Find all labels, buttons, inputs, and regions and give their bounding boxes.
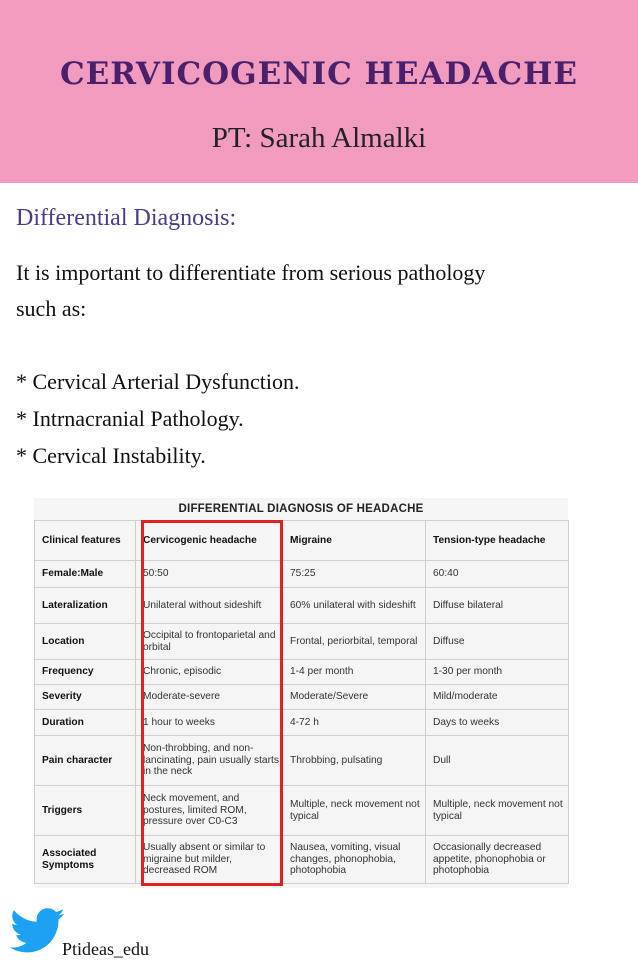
table-cell: Nausea, vomiting, visual changes, phonophobia, photophobia [283, 836, 426, 884]
table-cell: Chronic, episodic [136, 660, 283, 685]
table-cell: 4-72 h [283, 710, 426, 736]
header-cell: Clinical features [35, 521, 136, 561]
table-cell: 1 hour to weeks [136, 710, 283, 736]
table-cell: Lateralization [35, 588, 136, 624]
table-caption: DIFFERENTIAL DIAGNOSIS OF HEADACHE [178, 503, 424, 515]
list-item: * Cervical Arterial Dysfunction. [16, 369, 300, 394]
header-cell: Tension-type headache [426, 521, 569, 561]
table-cell: Moderate-severe [136, 685, 283, 710]
table-cell: Severity [35, 685, 136, 710]
table-cell: Moderate/Severe [283, 685, 426, 710]
table-cell: Days to weeks [426, 710, 569, 736]
table-cell: Occipital to frontoparietal and orbital [136, 624, 283, 660]
table-cell: Multiple, neck movement not typical [283, 786, 426, 836]
table-row [35, 786, 569, 836]
list-item: * Intrnacranial Pathology. [16, 406, 244, 431]
intro-line-1: It is important to differentiate from serious pathology [16, 260, 486, 285]
table-cell: Associated Symptoms [35, 836, 136, 884]
table-row [35, 561, 569, 588]
author-name: PT: Sarah Almalki [211, 122, 427, 154]
table-cell: 60% unilateral with sideshift [283, 588, 426, 624]
table-cell: Frontal, periorbital, temporal [283, 624, 426, 660]
intro-text [16, 255, 616, 327]
table-row [35, 685, 569, 710]
table-cell: Frequency [35, 660, 136, 685]
section-title: Differential Diagnosis: [16, 205, 237, 231]
table-cell: 75:25 [283, 561, 426, 588]
table-row [35, 588, 569, 624]
header-cell: Migraine [283, 521, 426, 561]
diagnosis-table-figure [34, 498, 568, 888]
twitter-bird-icon [10, 908, 66, 954]
table-cell: Diffuse bilateral [426, 588, 569, 624]
table-row [35, 836, 569, 884]
table-cell: 60:40 [426, 561, 569, 588]
table-cell: 1-4 per month [283, 660, 426, 685]
table-cell: Throbbing, pulsating [283, 736, 426, 786]
table-cell: 1-30 per month [426, 660, 569, 685]
table-cell: Female:Male [35, 561, 136, 588]
diagnosis-table [34, 520, 569, 884]
table-cell: Usually absent or similar to migraine but milder, decreased ROM [136, 836, 283, 884]
table-row [35, 660, 569, 685]
table-cell: 50:50 [136, 561, 283, 588]
table-cell: Multiple, neck movement not typical [426, 786, 569, 836]
table-header-row [35, 521, 569, 561]
table-cell: Pain character [35, 736, 136, 786]
table-row [35, 710, 569, 736]
table-cell: Non-throbbing, and non-lancinating, pain usually starts in the neck [136, 736, 283, 786]
pathology-list [16, 366, 299, 477]
list-item: * Cervical Instability. [16, 443, 206, 468]
page-title: CERVICOGENIC HEADACHE [59, 56, 579, 92]
table-cell: Mild/moderate [426, 685, 569, 710]
table-cell: Diffuse [426, 624, 569, 660]
table-cell: Triggers [35, 786, 136, 836]
twitter-handle: Ptideas_edu [62, 939, 149, 959]
table-cell: Occasionally decreased appetite, phonophobia or photophobia [426, 836, 569, 884]
table-row [35, 624, 569, 660]
header-banner [0, 0, 638, 183]
table-row [35, 736, 569, 786]
table-cell: Dull [426, 736, 569, 786]
table-cell: Duration [35, 710, 136, 736]
header-cell: Cervicogenic headache [136, 521, 283, 561]
table-cell: Neck movement, and postures, limited ROM, pressure over C0-C3 [136, 786, 283, 836]
table-cell: Unilateral without sideshift [136, 588, 283, 624]
intro-line-2: such as: [16, 296, 87, 321]
table-cell: Location [35, 624, 136, 660]
